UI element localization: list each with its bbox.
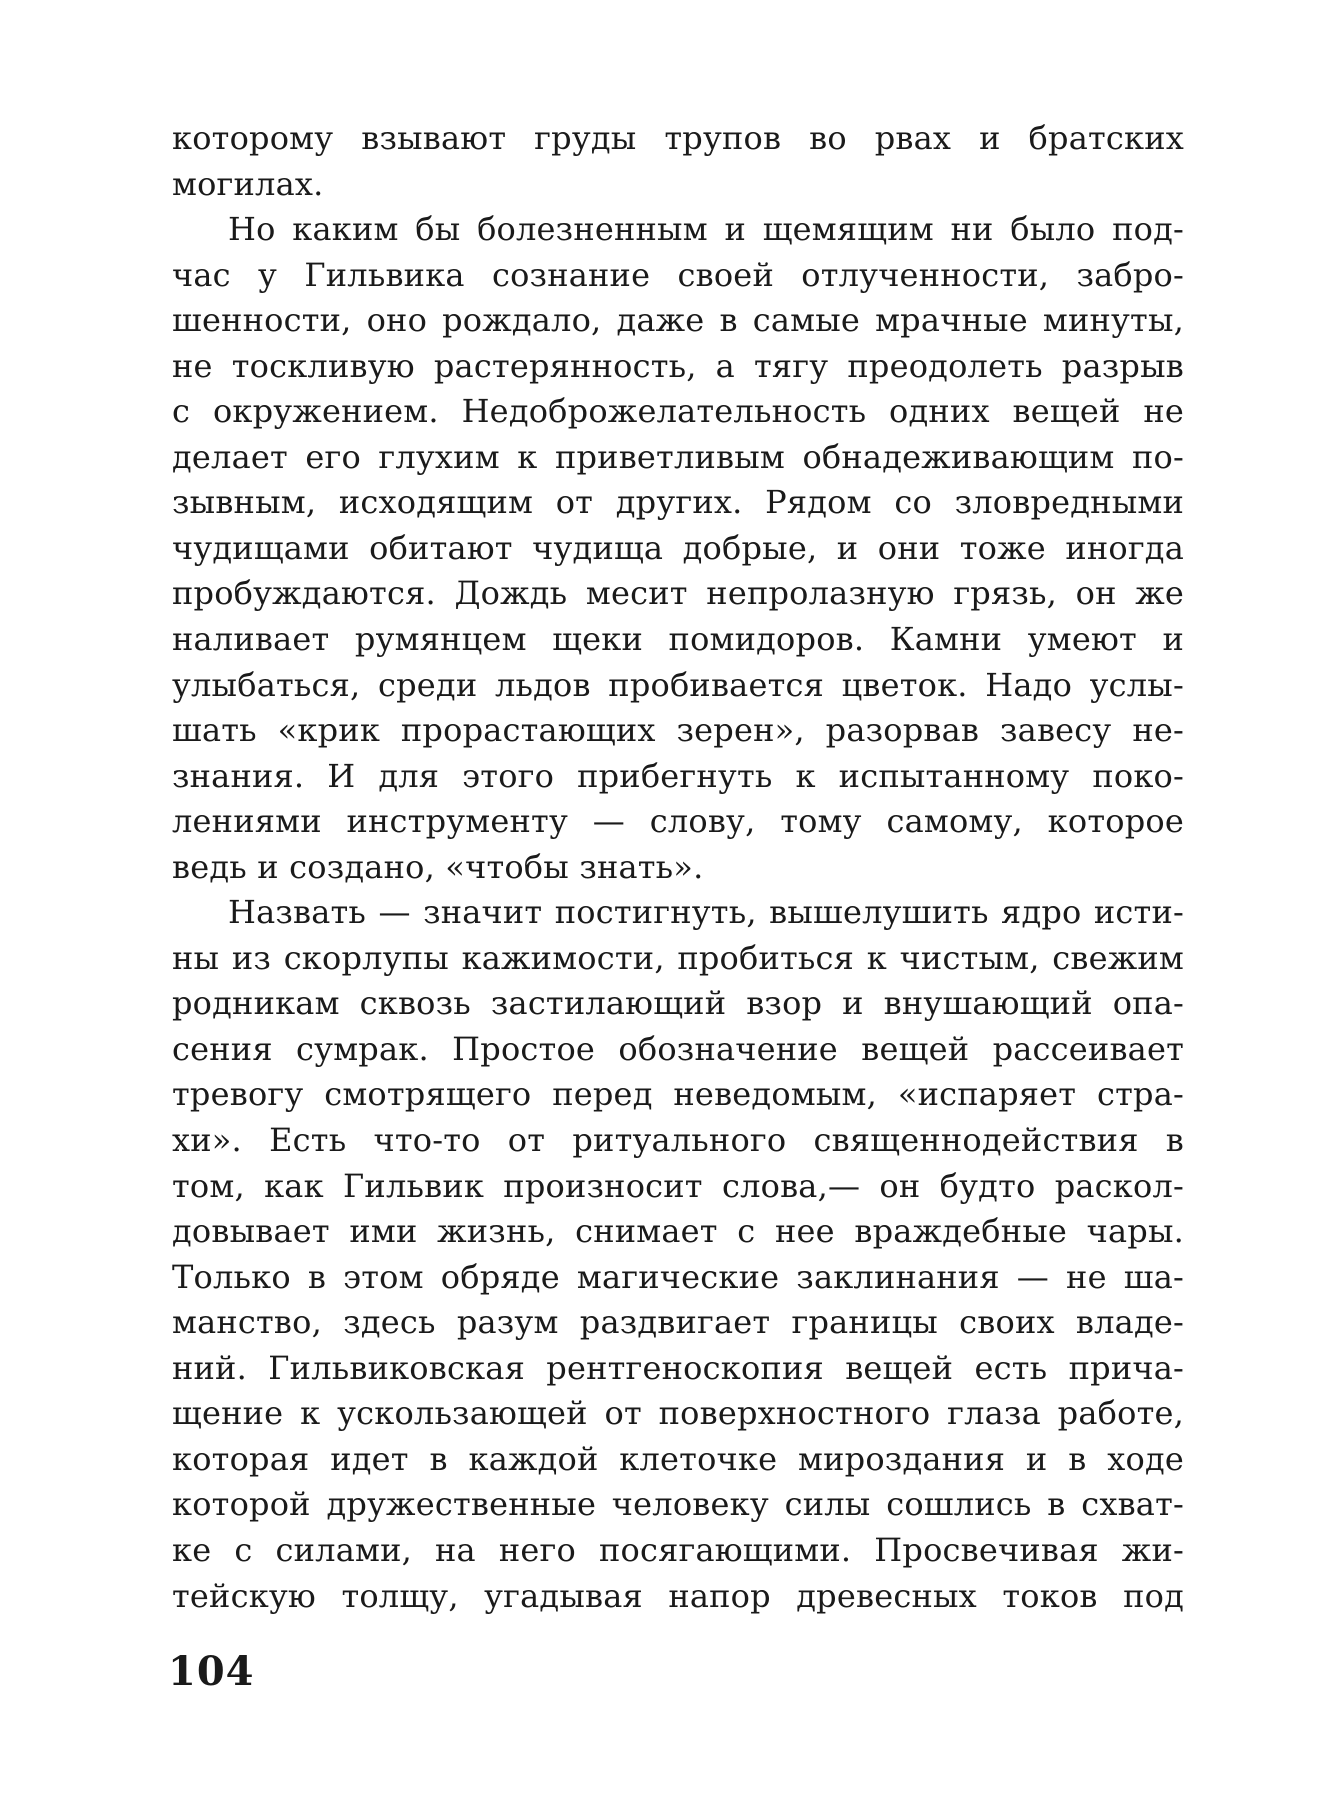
text-line: сения сумрак. Простое обозначение вещей рассеивает	[172, 1029, 1184, 1068]
text-line: манство, здесь разум раздвигает границы своих владе-	[172, 1303, 1184, 1342]
text-line: тревогу смотрящего перед неведомым, «испаряет стра-	[172, 1075, 1184, 1114]
text-line: пробуждаются. Дождь месит непролазную грязь, он же	[172, 574, 1184, 613]
text-line: чудищами обитают чудища добрые, и они тоже иногда	[172, 528, 1184, 567]
text-line: не тоскливую растерянность, а тягу преодолеть разрыв	[172, 346, 1184, 385]
text-line: делает его глухим к приветливым обнадеживающим по-	[172, 437, 1184, 476]
text-line: с окружением. Недоброжелательность одних вещей не	[172, 392, 1184, 431]
text-line: щение к ускользающей от поверхностного глаза работе,	[172, 1394, 1184, 1433]
text-line: шать «крик прорастающих зерен», разорвав завесу не-	[172, 711, 1184, 750]
text-line: могилах.	[172, 164, 324, 203]
text-line: улыбаться, среди льдов пробивается цветок. Надо услы-	[172, 665, 1184, 704]
text-line: том, как Гильвик произносит слова,— он будто раскол-	[172, 1166, 1184, 1205]
text-line: Назвать — значит постигнуть, вышелушить ядро исти-	[228, 893, 1184, 932]
text-line: шенности, оно рождало, даже в самые мрачные минуты,	[172, 301, 1184, 340]
text-line: ний. Гильвиковская рентгеноскопия вещей есть прича-	[172, 1348, 1184, 1387]
text-line: хи». Есть что-то от ритуального священнодействия в	[172, 1121, 1184, 1160]
text-line: зывным, исходящим от других. Рядом со зловредными	[172, 483, 1184, 522]
text-line: Но каким бы болезненным и щемящим ни было под-	[228, 210, 1184, 249]
text-line: ведь и создано, «чтобы знать».	[172, 847, 704, 886]
text-line: лениями инструменту — слову, тому самому, которое	[172, 802, 1184, 841]
text-line: довывает ими жизнь, снимает с нее враждебные чары.	[172, 1212, 1184, 1251]
text-line: родникам сквозь застилающий взор и внушающий опа-	[172, 984, 1184, 1023]
body-text	[172, 116, 1184, 1619]
text-line: тейскую толщу, угадывая напор древесных токов под	[172, 1576, 1184, 1615]
text-line: час у Гильвика сознание своей отлученности, забро-	[172, 255, 1184, 294]
text-line: которая идет в каждой клеточке мироздания и в ходе	[172, 1439, 1184, 1478]
text-line: которой дружественные человеку силы сошлись в схват-	[172, 1485, 1184, 1524]
text-line: наливает румянцем щеки помидоров. Камни умеют и	[172, 620, 1184, 659]
text-line: ке с силами, на него посягающими. Просвечивая жи-	[172, 1530, 1184, 1569]
text-line: Только в этом обряде магические заклинания — не ша-	[172, 1257, 1184, 1296]
text-line: знания. И для этого прибегнуть к испытанному поко-	[172, 756, 1184, 795]
text-line: ны из скорлупы кажимости, пробиться к чистым, свежим	[172, 938, 1184, 977]
text-line: которому взывают груды трупов во рвах и братских	[172, 119, 1184, 157]
page-number: 104	[168, 1648, 255, 1695]
